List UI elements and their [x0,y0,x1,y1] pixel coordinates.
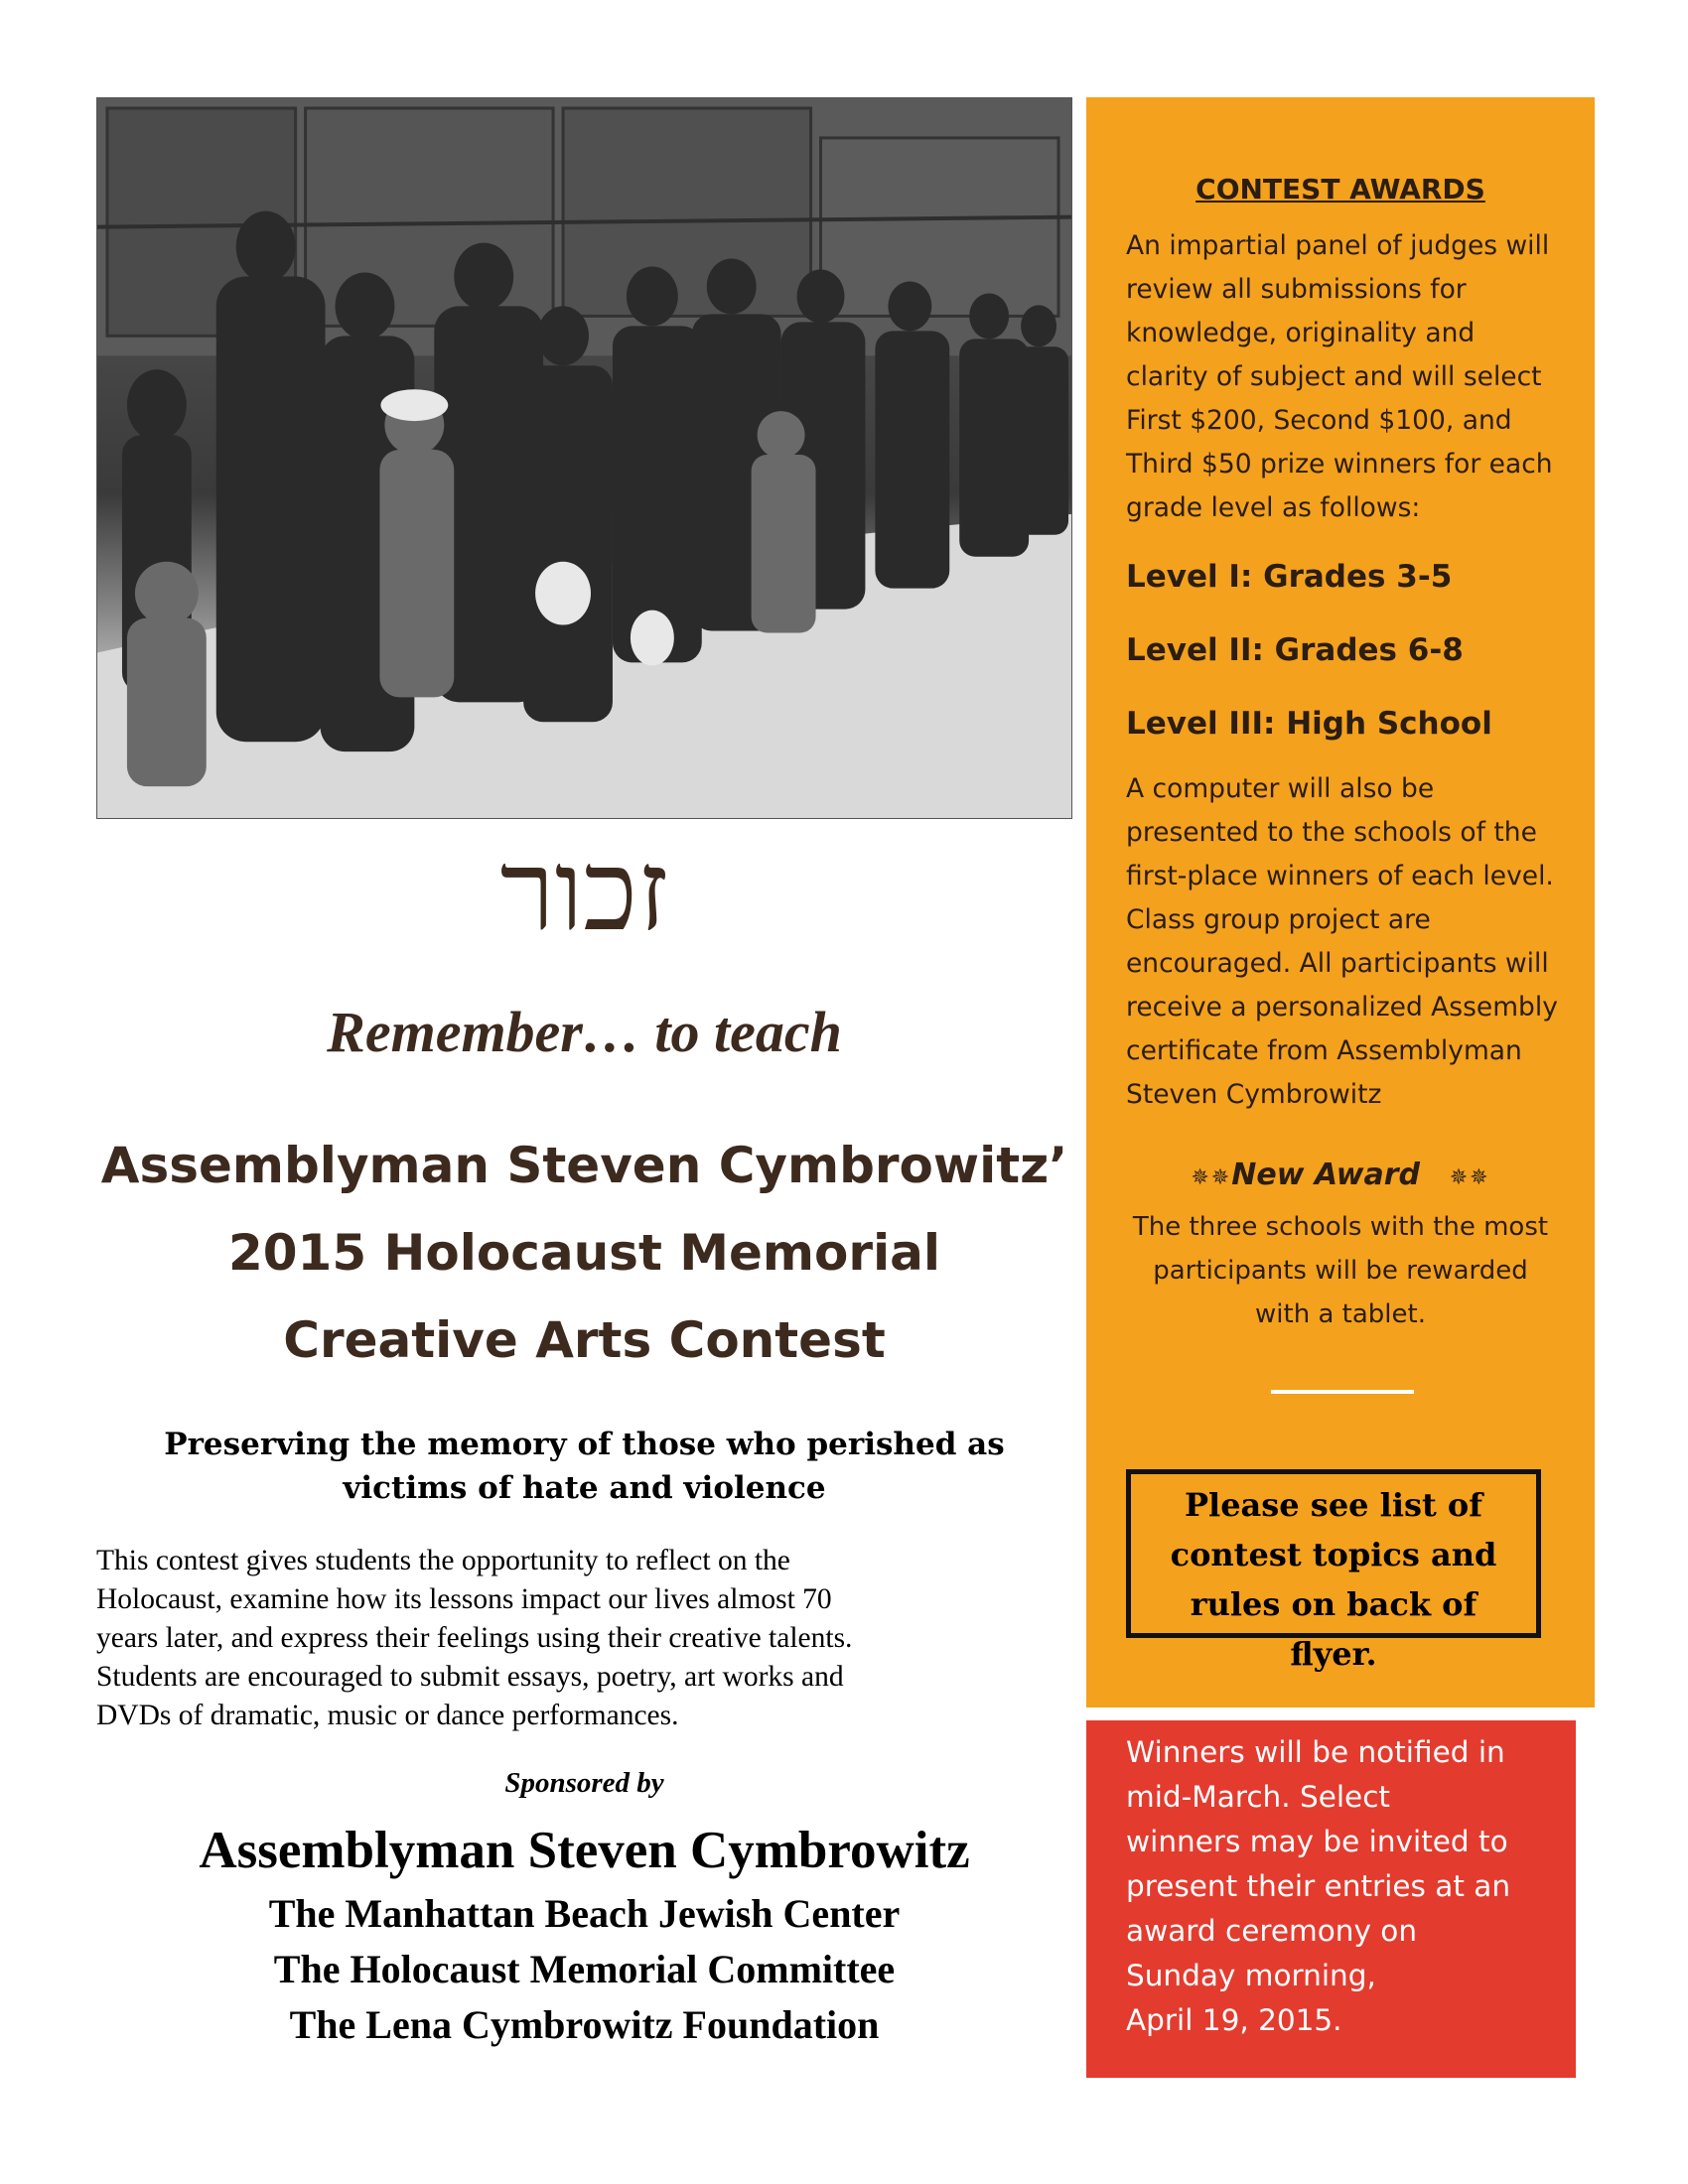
computer-award-line: first-place winners of each level. [1126,861,1554,891]
winners-line: April 19, 2015. [1126,2003,1342,2037]
heading-line-2: 2015 Holocaust Memorial [227,1224,941,1282]
awards-intro-line: review all submissions for [1126,274,1467,305]
description-line-1: This contest gives students the opportunity to reflect on the [96,1545,790,1576]
awards-intro-line: clarity of subject and will select [1126,361,1542,392]
main-sponsor: Assemblyman Steven Cymbrowitz [199,1822,970,1879]
awards-intro-line: grade level as follows: [1126,492,1421,523]
winners-line: award ceremony on [1126,1914,1418,1948]
new-award-line: The three schools with the most [1132,1212,1549,1242]
sponsored-by-label: Sponsored by [504,1767,664,1799]
preserving-memory-tagline [96,1423,1072,1510]
star-icon: ✵✵ [1430,1165,1490,1190]
see-list-line: flyer. [1290,1635,1377,1673]
computer-award-line: Class group project are [1126,904,1431,935]
awards-intro-line: First $200, Second $100, and [1126,405,1512,436]
winners-line: mid-March. Select [1126,1780,1390,1814]
see-back-of-flyer-box [1126,1469,1541,1673]
computer-award-line: encouraged. All participants will [1126,948,1549,979]
computer-award-line: receive a personalized Assembly [1126,992,1558,1023]
description-line-5: DVDs of dramatic, music or dance performances. [96,1700,679,1731]
awards-intro-line: knowledge, originality and [1126,318,1476,348]
computer-award-line: Steven Cymbrowitz [1126,1079,1382,1110]
heading-line-1: Assemblyman Steven Cymbrowitz’ [100,1137,1068,1194]
winners-notice-panel [1086,1720,1576,2078]
see-list-line: contest topics and [1170,1536,1497,1573]
awards-intro-line: Third $50 prize winners for each [1126,449,1553,479]
new-award-title: New Award [1231,1158,1420,1192]
hebrew-title-zachor: זכור [499,827,669,956]
subtitle-remember-to-teach: Remember… to teach [327,1000,842,1064]
contest-awards-panel [1086,97,1595,1707]
computer-award-line: certificate from Assemblyman [1126,1035,1522,1066]
preserving-line-1: Preserving the memory of those who perished as [164,1427,1005,1462]
new-award-line: participants will be rewarded [1153,1256,1528,1286]
new-award-heading [1086,1158,1595,1192]
description-line-3: years later, and express their feelings using their creative talents. [96,1622,853,1654]
sponsor-item: The Holocaust Memorial Committee [273,1947,896,1991]
heading-line-3: Creative Arts Contest [283,1311,886,1369]
divider [1271,1390,1414,1394]
winners-line: Sunday morning, [1126,1959,1376,1992]
new-award-line: with a tablet. [1255,1299,1426,1329]
winners-line: Winners will be notified in [1126,1735,1505,1769]
contest-awards-title: CONTEST AWARDS [1196,173,1485,205]
computer-award-line: A computer will also be [1126,773,1435,804]
historical-photo [96,97,1072,819]
level-2-grades: Level II: Grades 6-8 [1126,632,1464,668]
computer-award-text [1126,767,1573,1117]
level-3-grades: Level III: High School [1126,706,1492,742]
winners-line: present their entries at an [1126,1869,1511,1903]
preserving-line-2: victims of hate and violence [343,1470,826,1506]
sponsor-item: The Lena Cymbrowitz Foundation [289,2002,880,2047]
sponsor-item: The Manhattan Beach Jewish Center [268,1891,901,1936]
awards-intro [1126,224,1573,530]
winners-line: winners may be invited to [1126,1825,1508,1858]
sponsor-list [96,1886,1072,2053]
awards-intro-line: An impartial panel of judges will [1126,230,1550,261]
description-line-2: Holocaust, examine how its lessons impact our lives almost 70 [96,1583,832,1615]
computer-award-line: presented to the schools of the [1126,817,1537,848]
contest-heading [96,1122,1072,1384]
new-award-text [1116,1205,1565,1336]
contest-description [96,1542,1072,1735]
photo-illustration [97,98,1071,818]
level-1-grades: Level I: Grades 3-5 [1126,559,1453,595]
description-line-4: Students are encouraged to submit essays, poetry, art works and [96,1661,844,1693]
star-icon: ✵✵ [1191,1165,1232,1190]
see-list-line: Please see list of [1184,1486,1483,1524]
winners-notice-text [1126,1730,1563,2043]
see-list-line: rules on back of [1190,1585,1477,1623]
